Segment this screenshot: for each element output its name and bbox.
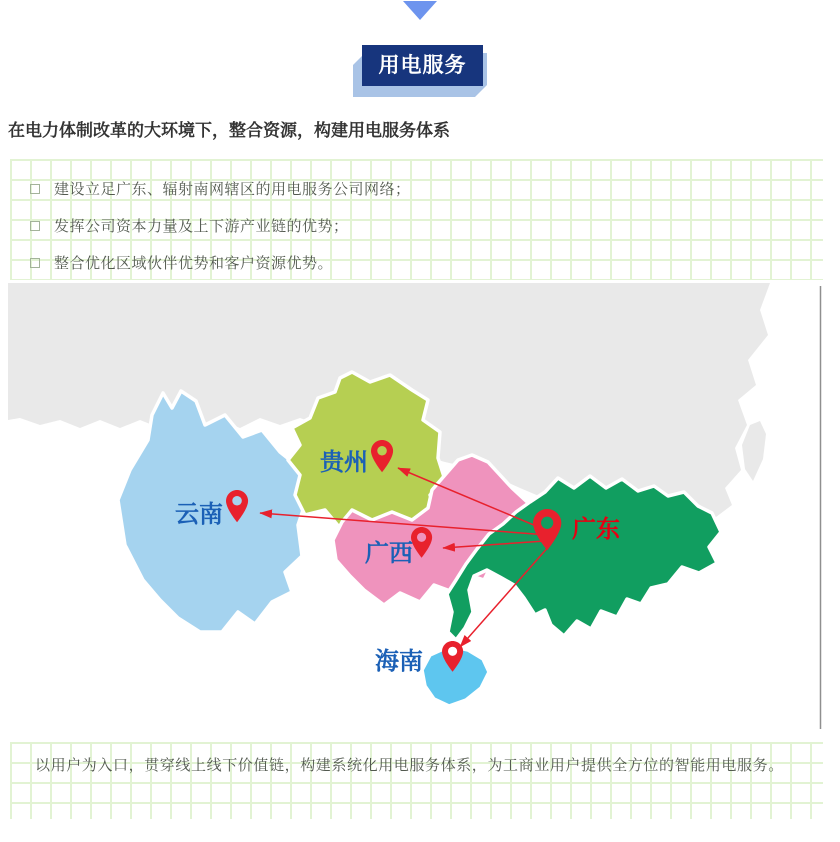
list-item <box>10 170 823 207</box>
footer-summary-section <box>10 742 823 819</box>
chevron-down-icon <box>403 1 437 20</box>
province-label-guangdong: 广东 <box>572 516 620 543</box>
province-label-hainan: 海南 <box>375 648 423 675</box>
province-label-yunnan: 云南 <box>175 501 223 528</box>
section-badge: 用电服务 <box>362 45 483 86</box>
strategy-list-section <box>10 159 823 280</box>
intro-heading: 在电力体制改革的大环境下，整合资源，构建用电服务体系 <box>8 121 450 140</box>
list-item <box>10 244 823 281</box>
taiwan-island-shape <box>742 421 766 481</box>
list-item-text: 整合优化区域伙伴优势和客户资源优势。 <box>54 255 334 272</box>
service-region-map <box>8 283 832 737</box>
footer-paragraph: 以用户为入口，贯穿线上线下价值链，构建系统化用电服务体系，为工商业用户提供全方位的智能用电服务。 <box>35 757 784 774</box>
square-bullet-icon <box>30 258 40 268</box>
province-label-guizhou: 贵州 <box>320 449 368 476</box>
list-item-text: 发挥公司资本力量及上下游产业链的优势； <box>54 218 349 235</box>
strategy-list <box>10 170 823 281</box>
square-bullet-icon <box>30 184 40 194</box>
list-item <box>10 207 823 244</box>
map-svg <box>8 283 832 737</box>
list-item-text: 建设立足广东、辐射南网辖区的用电服务公司网络； <box>54 181 411 198</box>
province-label-guangxi: 广西 <box>365 540 413 567</box>
square-bullet-icon <box>30 221 40 231</box>
